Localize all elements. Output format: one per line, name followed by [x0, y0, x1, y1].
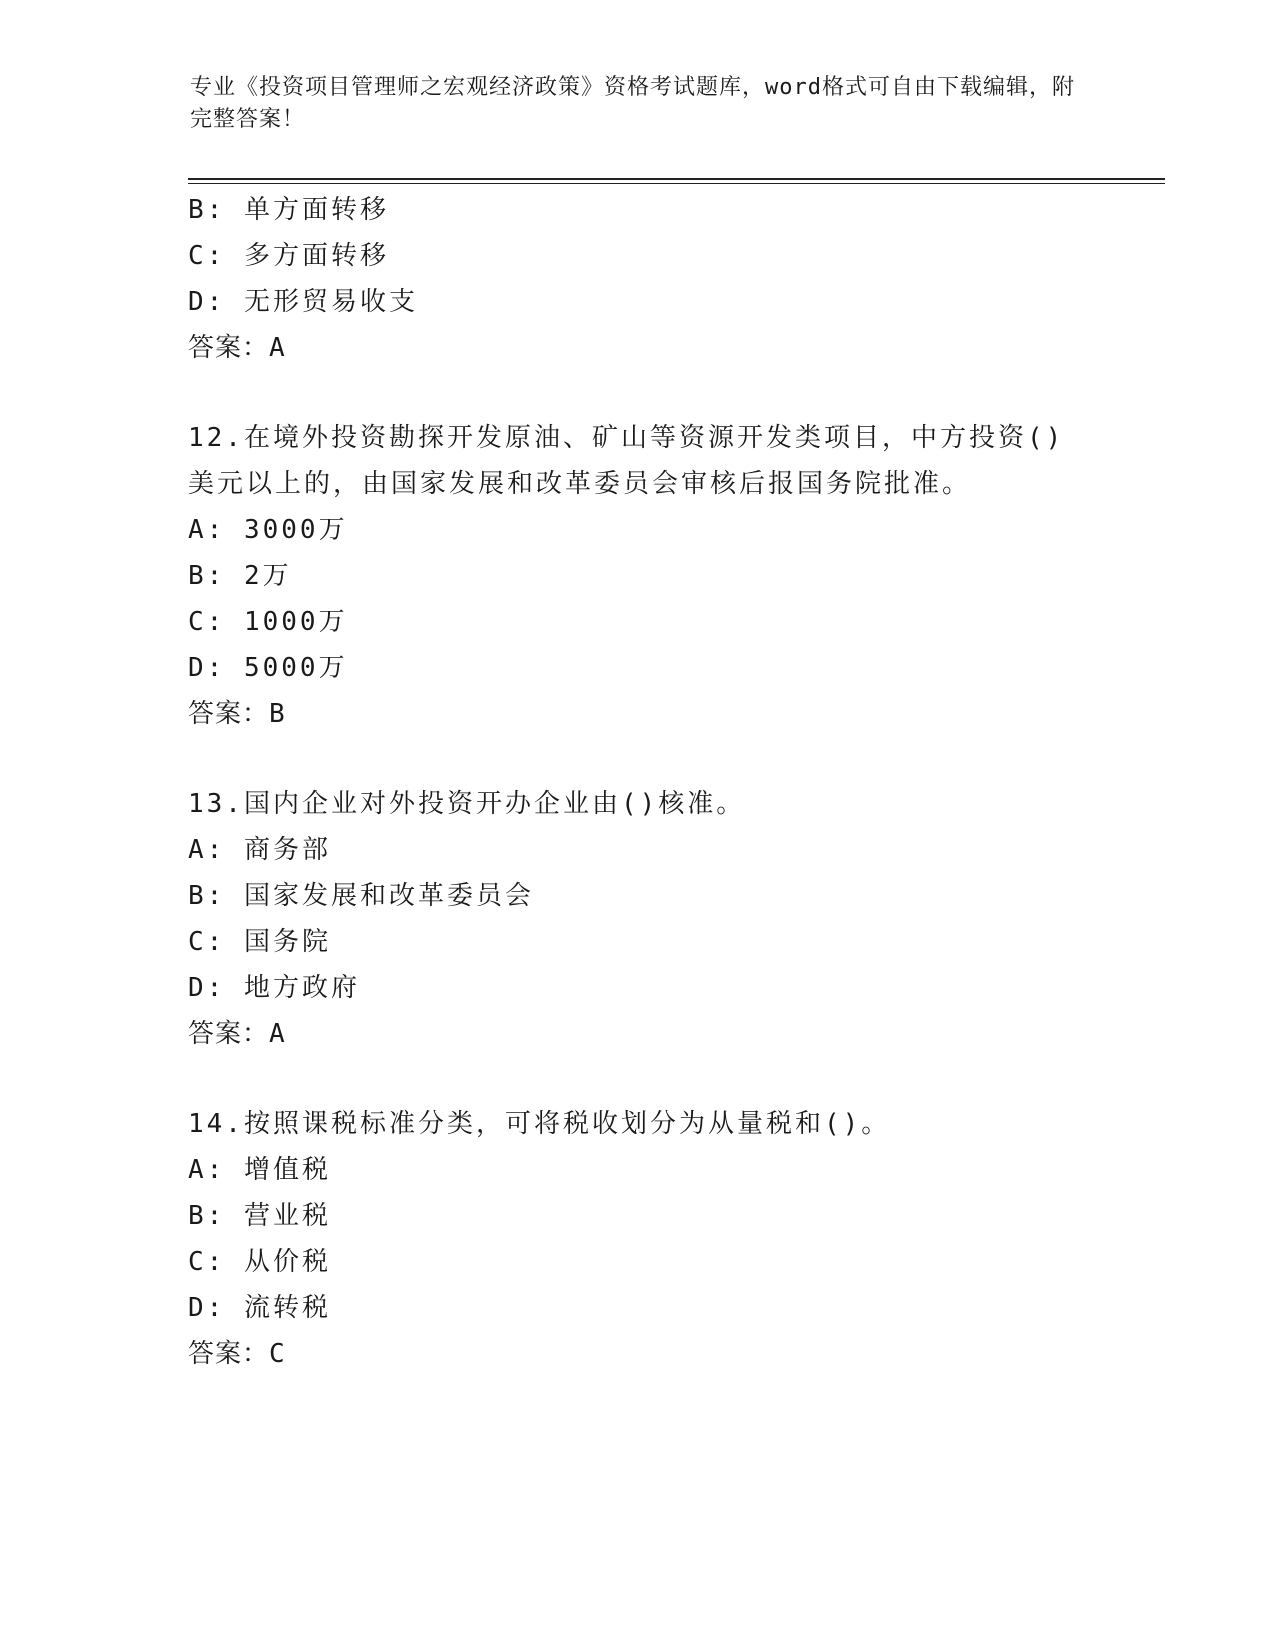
- option-c: C: 国务院: [188, 927, 331, 957]
- answer: 答案：B: [188, 699, 286, 729]
- header-divider-thin: [188, 183, 1165, 184]
- answer: 答案：C: [188, 1339, 286, 1369]
- document-header: 专业《投资项目管理师之宏观经济政策》资格考试题库，word格式可自由下载编辑，附完整答案！: [190, 75, 1075, 132]
- option-b: B: 国家发展和改革委员会: [188, 881, 534, 911]
- option-b: B: 营业税: [188, 1201, 331, 1231]
- question-12: [188, 415, 1088, 737]
- option-a: A: 商务部: [188, 835, 331, 865]
- answer: 答案：A: [188, 333, 286, 363]
- question-stem: 12.在境外投资勘探开发原油、矿山等资源开发类项目，中方投资()美元以上的，由国家发展和改革委员会审核后报国务院批准。: [188, 423, 1065, 499]
- question-content: [188, 187, 1088, 1377]
- question-14: [188, 1101, 1088, 1377]
- continued-question: [188, 187, 1088, 371]
- question-stem: 14.按照课税标准分类，可将税收划分为从量税和()。: [188, 1109, 891, 1139]
- option-d: D: 地方政府: [188, 973, 360, 1003]
- question-stem: 13.国内企业对外投资开办企业由()核准。: [188, 789, 746, 819]
- option-b: B: 2万: [188, 561, 292, 591]
- option-c: C: 1000万: [188, 607, 348, 637]
- question-13: [188, 781, 1088, 1057]
- option-d: D: 流转税: [188, 1293, 331, 1323]
- option-a: A: 3000万: [188, 515, 348, 545]
- option-d: D: 5000万: [188, 653, 348, 683]
- option-a: A: 增值税: [188, 1155, 331, 1185]
- option-c: C: 多方面转移: [188, 241, 389, 271]
- header-divider-thick: [188, 178, 1165, 180]
- option-d: D: 无形贸易收支: [188, 287, 418, 317]
- option-b: B: 单方面转移: [188, 195, 389, 225]
- option-c: C: 从价税: [188, 1247, 331, 1277]
- answer: 答案：A: [188, 1019, 286, 1049]
